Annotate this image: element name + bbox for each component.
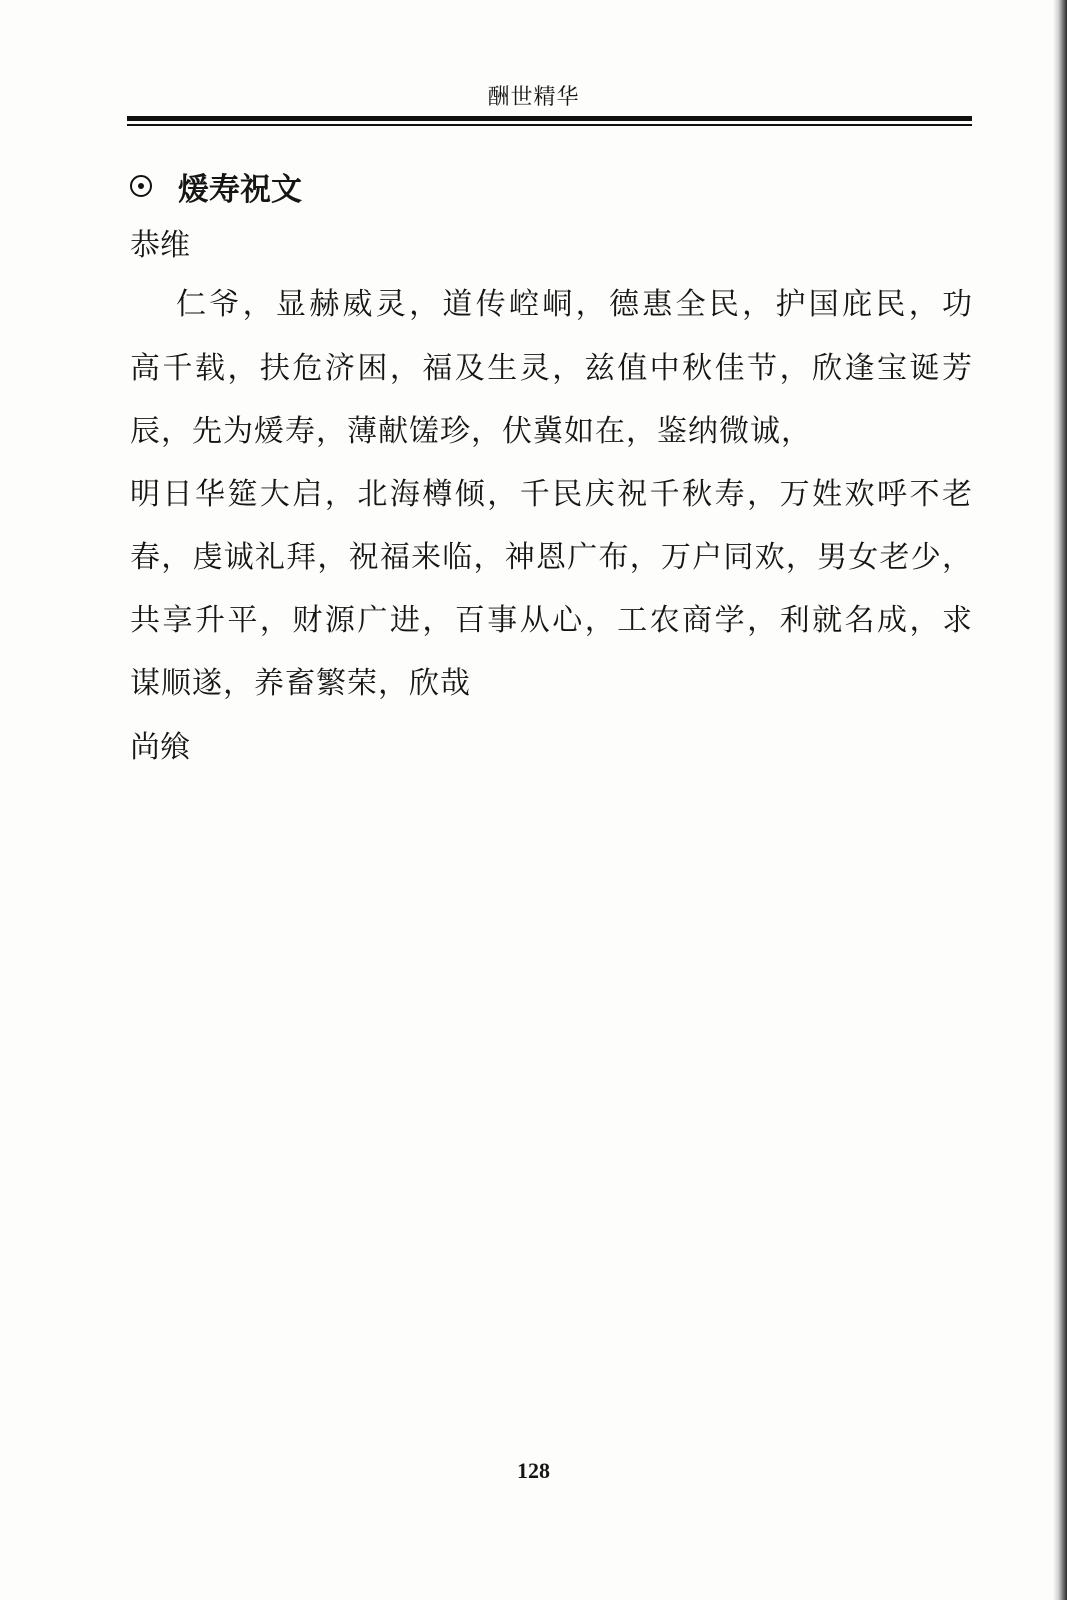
header-rule-thin [127,124,972,126]
body-line-6: 共享升平，财源广进，百事从心，工农商学，利就名成，求 [130,603,972,638]
body-line-4: 明日华筵大启，北海樽倾，千民庆祝千秋寿，万姓欢呼不老 [130,477,972,512]
section-heading [130,164,302,208]
section-title-text: 煖寿祝文 [178,171,302,208]
body-line-3: 辰，先为煖寿，薄献馐珍，伏冀如在，鉴纳微诚， [130,414,812,449]
body-line-5: 春，虔诚礼拜，祝福来临，神恩广布，万户同欢，男女老少， [130,540,972,575]
running-header: 酬世精华 [487,85,580,110]
closing-line: 尚飨 [130,730,190,765]
circled-dot-icon [130,175,152,197]
header-rule-thick [127,116,972,121]
body-line-2: 高千载，扶危济困，福及生灵，兹值中秋佳节，欣逢宝诞芳 [130,351,972,386]
page-number: 128 [517,1458,550,1483]
body-line-7: 谋顺遂，养畜繁荣，欣哉 [130,666,471,701]
salutation: 恭维 [130,228,190,263]
scan-edge-shadow [1053,0,1067,1600]
body-line-1: 仁爷，显赫威灵，道传崆峒，德惠全民，护国庇民，功 [176,287,972,322]
